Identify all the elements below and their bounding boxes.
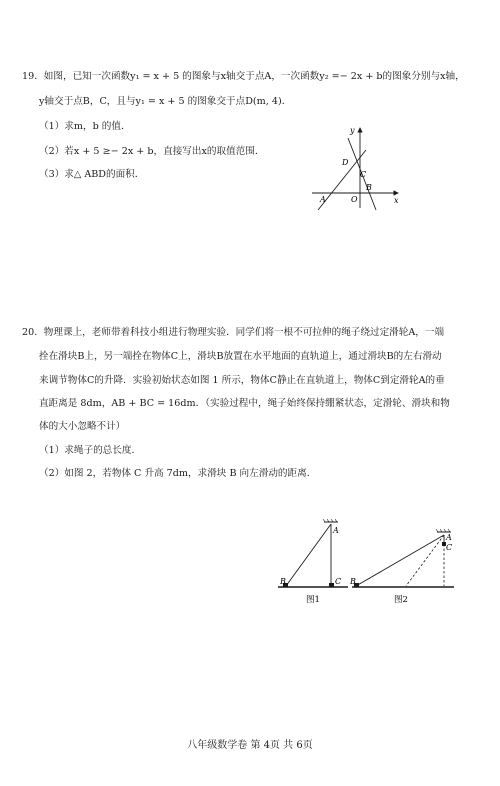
q20-sub2: （2）如图 2，若物体 C 升高 7dm，求滑块 B 向左滑动的距离． [39, 468, 317, 479]
rope-AB [356, 535, 444, 586]
label-C: C [360, 170, 367, 179]
page-footer: 八年级数学卷 第 4页 共 6页 [187, 740, 313, 751]
q19-sub1: （1）求m，b 的值． [39, 121, 131, 132]
q20-sub1: （1）求绳子的总长度． [39, 445, 142, 456]
fig2-label-A: A [446, 533, 452, 542]
fig2-label-C: C [446, 543, 453, 552]
q19-function-graph [306, 120, 406, 212]
rope-AB [286, 524, 331, 586]
q20-stem-line1: 20．物理课上，老师带着科技小组进行物理实验．同学们将一根不可拉伸的绳子绕过定滑轮A，一端 [22, 327, 445, 338]
label-A: A [320, 195, 326, 204]
q19-sub3: （3）求△ ABD的面积． [39, 169, 145, 180]
fig1-caption: 图1 [306, 595, 320, 605]
q19-stem-line2: y轴交于点B，C，且与y₁ = x + 5 的图象交于点D(m, 4)． [39, 96, 292, 107]
fig1-label-A: A [333, 526, 339, 535]
q19-stem-line1: 19．如图，已知一次函数y₁ = x + 5 的图象与x轴交于点A，一次函数y₂ =− 2x + b的图象分别与x轴， [22, 71, 465, 82]
label-B: B [366, 183, 372, 192]
q20-stem-line3: 来调节物体C的升降．实验初始状态如图 1 所示，物体C静止在直轨道上，物体C到定滑轮A的垂 [39, 375, 445, 386]
label-x: x [394, 196, 399, 205]
fig2-label-B: B [350, 577, 356, 586]
label-O: O [351, 195, 358, 204]
q20-stem-line5: 体的大小忽略不计） [39, 421, 126, 432]
fig2-caption: 图2 [394, 595, 408, 605]
q20-stem-line4: 直距离是 8dm，AB + BC = 16dm．（实验过程中，绳子始终保持绷紧状态，定滑轮、滑块和物 [39, 398, 450, 409]
fig1-label-C: C [335, 577, 342, 586]
fig1-label-B: B [280, 577, 286, 586]
q20-stem-line2: 拴在滑块B上，另一端拴在物体C上，滑块B放置在水平地面的直轨道上，通过滑块B的左右滑动 [39, 351, 442, 362]
q19-sub2: （2）若x + 5 ≥− 2x + b，直接写出x的取值范围． [39, 146, 265, 157]
dashed-original-rope [406, 535, 444, 586]
q20-figure2 [350, 526, 460, 608]
q20-figure1 [276, 516, 356, 608]
label-D: D [342, 158, 349, 167]
label-y: y [350, 126, 355, 135]
